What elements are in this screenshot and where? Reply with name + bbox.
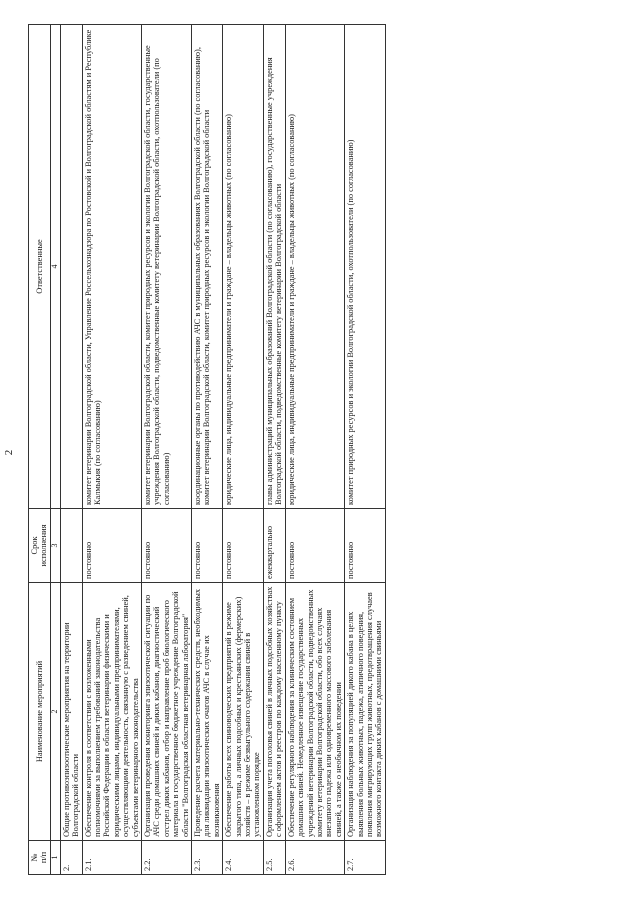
table-row	[263, 25, 285, 875]
measure-name: Организация учета поголовья свиней в личных подсобных хозяйствах с оформлением актов и реестров по каждому населенному пункту	[263, 583, 285, 841]
row-number: 2.	[60, 841, 82, 875]
column-number: 1	[50, 841, 60, 875]
measure-name: Общие противоэпизоотические мероприятия на территории Волгоградской области	[60, 583, 82, 841]
column-number: 4	[50, 25, 60, 509]
table-row	[192, 25, 223, 875]
measure-term: постоянно	[345, 509, 386, 583]
measure-responsible: координационные органы по противодействию АЧС в муниципальных образованиях Волгоградской области (по согласованию), комитет ветеринарии Волгоградской области, комитет природных ресурсов и экологии Волгоградской области	[192, 25, 223, 509]
header-num	[29, 841, 51, 875]
table-row	[60, 25, 82, 875]
row-number: 2.7.	[345, 841, 386, 875]
measures-table	[28, 24, 386, 875]
measure-name: Организация наблюдения за популяцией дикого кабана в целях выявления больных животных, падежа, атипичного поведения, появления мигрирующих групп животных, предотвращения случаев возможного контакта диких кабанов с домашними свиньями	[345, 583, 386, 841]
header-row	[29, 25, 51, 875]
header-num-text: № п/п	[30, 851, 49, 864]
table-row	[82, 25, 141, 875]
row-number: 2.3.	[192, 841, 223, 875]
measure-responsible: комитет ветеринарии Волгоградской области, комитет природных ресурсов и экологии Волгоградской области, государственные учреждения Волгоградской области, подведомственные комитету ветеринарии Волгоградской области, охотпользователи (по согласованию)	[142, 25, 192, 509]
header-term	[29, 509, 51, 583]
measure-term	[60, 509, 82, 583]
header-term-text: Срок исполнения	[30, 524, 49, 567]
measure-responsible: комитет ветеринарии Волгоградской области, Управление Россельхознадзора по Ростовской и Волгоградской областям и Республике Калмыкия (по согласованию)	[82, 25, 141, 509]
measure-term: постоянно	[285, 509, 344, 583]
measure-name: Организация проведения мониторинга эпизоотической ситуации по АЧС среди домашних свиней и диких кабанов, диагностический отстрел диких кабанов, отбор и направление проб биологического материала в государственное бюджетное учреждение Волгоградской области "Волгоградская областная ветеринарная лаборатория"	[142, 583, 192, 841]
column-number: 3	[50, 509, 60, 583]
table-row	[345, 25, 386, 875]
header-name: Наименование мероприятий	[29, 583, 51, 841]
measure-term: постоянно	[82, 509, 141, 583]
measure-term: ежеквартально	[263, 509, 285, 583]
column-number: 2	[50, 583, 60, 841]
measure-responsible: комитет природных ресурсов и экологии Волгоградской области, охотпользователи (по согласованию)	[345, 25, 386, 509]
table-row	[142, 25, 192, 875]
measure-responsible: юридические лица, индивидуальные предприниматели и граждане – владельцы животных (по согласованию)	[285, 25, 344, 509]
row-number: 2.5.	[263, 841, 285, 875]
measure-responsible: главы администраций муниципальных образований Волгоградской области (по согласованию), государственные учреждения Волгоградской области, подведомственные комитету ветеринарии Волгоградской области	[263, 25, 285, 509]
measure-responsible: юридические лица, индивидуальные предприниматели и граждане – владельцы животных (по согласованию)	[223, 25, 264, 509]
page-number: 2	[3, 449, 15, 456]
measure-name: Обеспечение контроля в соответствии с возложенными полномочиями за выполнением требований законодательства Российской Федерации в области ветеринарии физическими и юридическими лицами, индивидуальными предпринимателями, осуществляющими деятельность, связанную с разведением свиней, субъектами ветеринарного законодательства	[82, 583, 141, 841]
column-number-row	[50, 25, 60, 875]
table-row	[223, 25, 264, 875]
row-number: 2.1.	[82, 841, 141, 875]
row-number: 2.2.	[142, 841, 192, 875]
measure-term: постоянно	[142, 509, 192, 583]
measure-responsible	[60, 25, 82, 509]
measure-name: Обеспечение работы всех свиноводческих предприятий в режиме закрытого типа, а личных подсобных и крестьянских (фермерских) хозяйств – в режиме безвыгульного содержания свиней в установленном порядке	[223, 583, 264, 841]
table-row	[285, 25, 344, 875]
measure-term: постоянно	[192, 509, 223, 583]
measure-name: Проведение расчета материально-технических средств, необходимых для ликвидации эпизоотических очагов АЧС в случае их возникновения	[192, 583, 223, 841]
header-resp: Ответственные	[29, 25, 51, 509]
row-number: 2.6.	[285, 841, 344, 875]
measure-name: Обеспечение регулярного наблюдения за клиническим состоянием домашних свиней. Немедленное извещение государственных учреждений ветеринарии Волгоградской области, подведомственных комитету ветеринарии Волгоградской области, обо всех случаях внезапного падежа или одновременного массового заболевания свиней, а также о необычном их поведении	[285, 583, 344, 841]
measure-term: постоянно	[223, 509, 264, 583]
row-number: 2.4.	[223, 841, 264, 875]
